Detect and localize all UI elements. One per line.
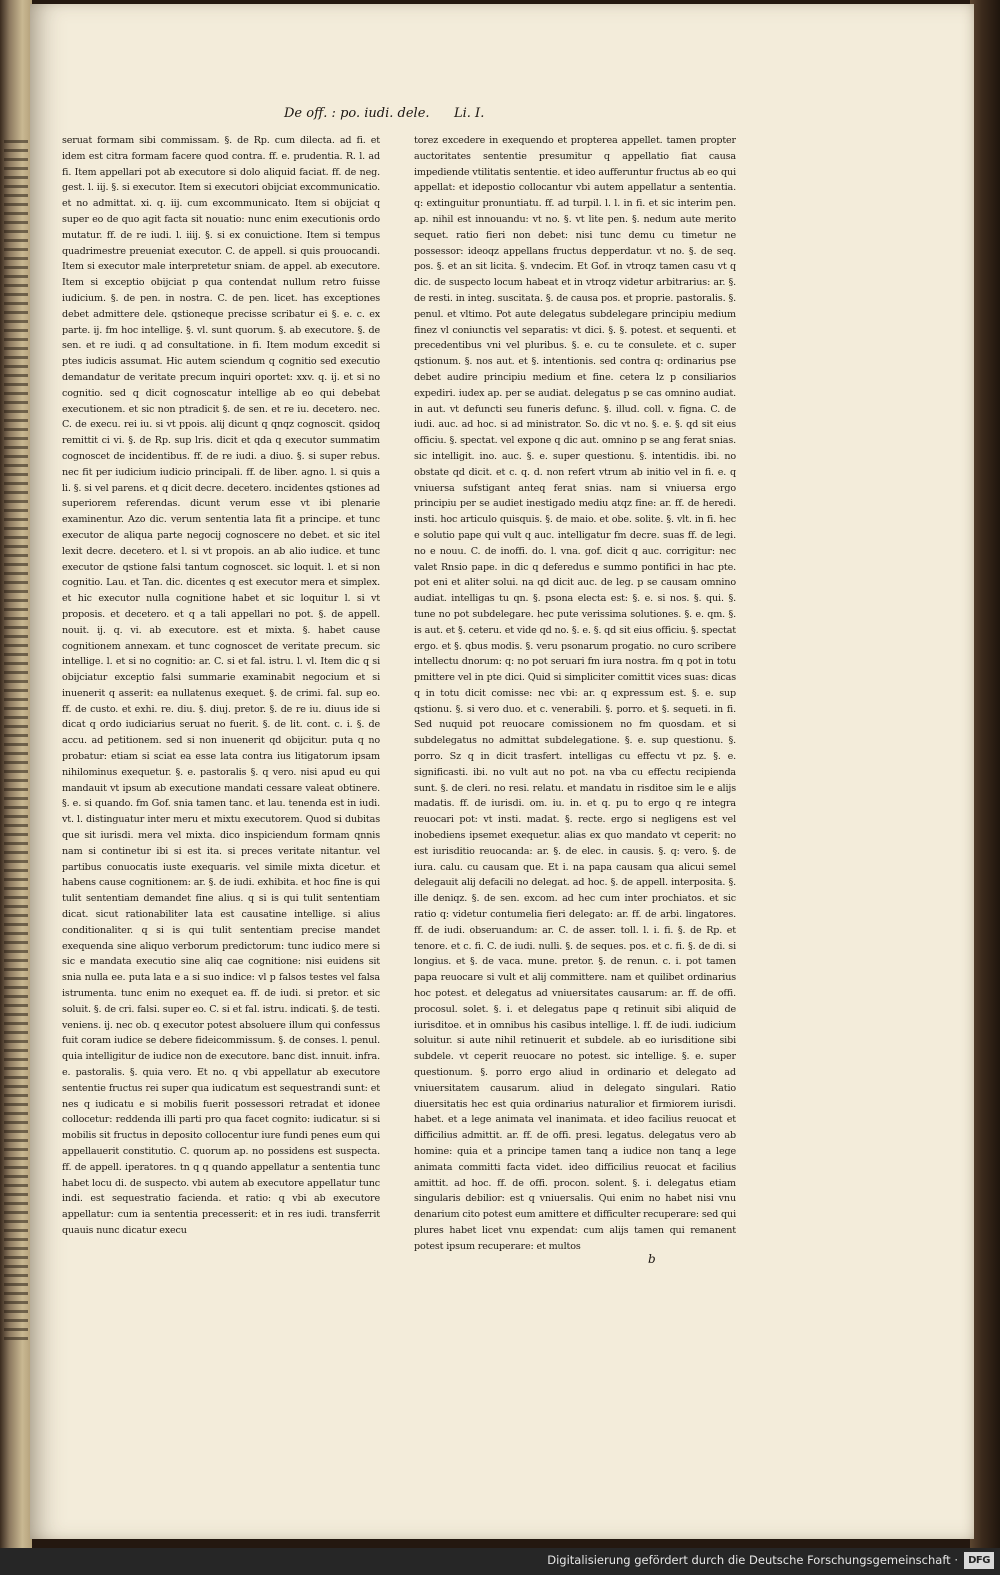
book-cover-edge (970, 0, 1000, 1575)
text-column-left (62, 133, 380, 1243)
running-head: De off. : po. iudi. dele. (284, 106, 430, 121)
page-header (284, 106, 564, 130)
left-page-text-strip (4, 140, 28, 1340)
footer-credit: Digitalisierung gefördert durch die Deutsche Forschungsgemeinschaft · (547, 1553, 958, 1567)
text-column-right (414, 133, 736, 1263)
right-column-text: torez excedere in exequendo et propterea appellet. tamen propter auctoritates sententie presumitur q appellatio fiat causa impediende vtilitatis sententie. et ideo aufferuntur fructus ab eo qui appellat: et idepostio collocantur vbi autem appellatur a sententia. q: extinguitur pronuntiatu. ff. ad turpil. l. l. in fi. et sic interim pen. ap. nihil est innouandu: vt no. §. vt lite pen. §. nedum aute merito sequet. ratio fieri non debet: nisi tunc demu cu timetur ne possessor: ideoqz appellans fructus depperdatur. vt no. §. de seq. pos. §. et an sit licita. §. vndecim. Et Gof. in vtroqz tamen casu vt q dic. de suspecto locum habeat et in vtroqz videtur arbitrarius: ar. §. de resti. in integ. suscitata. §. de causa pos. et proprie. pastoralis. §. penul. et vltimo. Pot aute delegatus subdelegare principiu medium finez vl coniunctis vel separatis: vt dici. §. §. potest. et sequenti. et precedentibus vni vel pluribus. §. e. cu te consulete. et c. super qstionum. §. nos aut. et §. intentionis. sed contra q: ordinarius pse debet audire principiu medium et fine. cetera lz p consiliarios expediri. iudex ap. per se audiat. delegatus p se cas omnino audiat. in aut. vt defuncti seu funeris defunc. §. illud. coll. v. figna. C. de iudi. auc. ad hoc. si ad ministrator. So. dic vt no. §. e. §. qd sit eius officiu. §. spectat. vel expone q dic aut. omnino p se ang ferat snias. sic intelligit. ino. auc. §. e. super questionu. §. intentidis. ibi. no obstate qd dicit. et c. q. d. non refert vtrum ab initio vel in fi. e. q vniuersa sufstigant anteq ferat snias. nam si vniuersa ergo principiu per se audiet inestigado mediu atqz fine: ar. ff. de heredi. insti. hoc articulo quisquis. §. de maio. et obe. solite. §. vlt. in fi. hec e solutio pape qui vult q auc. intelligatur fm decre. suas ff. de legi. no e nouu. C. de inoffi. do. l. vna. gof. dicit q auc. corrigitur: nec valet Rnsio pape. in dic q deferedus e summo pontifici in hac pte. pot eni et aliter solui. na qd dicit auc. de leg. p se causam omnino audiat. intelligas tu qn. §. psona electa est: §. e. si nos. §. qui. §. tune no pot subdelegare. hec pute verissima solutiones. §. e. qm. §. is aut. et §. ceteru. et vide qd no. §. e. §. qd sit eius officiu. §. spectat ergo. et §. qbus modis. §. veru psonarum progatio. no curo scribere intellectu dnorum: q: no pot seruari fm iura nostra. fm q pot in totu pmittere vel in pte dici. Quid si simpliciter comittit vices suas: dicas q in totu dicit comisse: nec vbi: ar. q expressum est. §. e. sup qstionu. §. si vero duo. et c. venerabili. §. porro. et §. sequeti. in fi. Sed nuquid pot reuocare comissionem no fm quosdam. et si subdelegatus no admittat subdelegatione. §. e. sup questionu. §. porro. Sz q in dicit trasfert. intelligas cu effectu vt pz. §. e. significasti. ibi. no vult aut no pot. na vba cu effectu recipienda sunt. §. de cleri. no resi. relatu. et mandatu in risditoe sim le e alijs madatis. ff. de iurisdi. om. iu. in. et q. pu to ergo q re integra reuocari pot: vt insti. madat. §. recte. ergo si negligens est vel inobediens ipsemet exequetur. alias ex quo mandato vt ceperit: no est iurisditio reuocanda: ar. §. de elec. in causis. §. q: vero. §. de iura. calu. cu causam que. Et i. na papa causam qua alicui semel delegauit alij defacili no delegat. ad hoc. §. de appell. interposita. §. ille deniqz. §. de sen. excom. ad hec cum inter prochiatos. et sic ratio q: videtur contumelia fieri delegato: ar. ff. de arbi. lingatores. ff. de iudi. obseruandum: ar. C. de asser. toll. l. i. fi. §. de Rp. et tenore. et c. fi. C. de iudi. nulli. §. de seques. pos. et c. fi. §. de di. si longius. et §. de vaca. mune. pretor. §. de renun. c. i. pot tamen papa reuocare si vult et alij committere. nam et quilibet ordinarius hoc potest. et delegatus ad vniuersitates causarum: ar. ff. de offi. procosul. solet. §. i. et delegatus pape q retinuit sibi aliquid de iurisditoe. et in omnibus his casibus intellige. l. ff. de iudi. iudicium soluitur. si aute nihil retinuerit et subdele. ab eo iurisditione sibi subdele. vt ceperit reuocare no potest. sic intellige. §. e. super questionum. §. porro ergo aliud in ordinario et delegato ad vniuersitatem causarum. aliud in delegato singulari. Ratio diuersitatis hec est quia ordinarius naturalior et firmiorem iurisdi. habet. et a lege animata vel inanimata. et ideo facilius reuocat et difficilius admittit. ar. ff. de offi. presi. legatus. delegatus vero ab homine: quia et a principe tamen tanq a iudice non tanq a lege animata committi facta videt. ideo difficilius reuocat et facilius amittit. ad hoc. ff. de offi. procon. solent. §. i. delegatus etiam singularis debilior: est q vniuersalis. Qui enim no habet nisi vnu denarium cito potest eum amittere et difficulter recuperare: sed qui plures habet licet vnu expendat: cum alijs tamen qui remanent potest ipsum recuperare: et multos (414, 135, 736, 1252)
left-page-edge (0, 0, 32, 1575)
left-column-text: seruat formam sibi commissam. §. de Rp. cum dilecta. ad fi. et idem est citra formam facere quod contra. ff. e. prudentia. R. l. ad fi. Item appellari pot ab executore si dolo aliquid faciat. ff. de neg. gest. l. iij. §. si executor. Item si executori obijciat excommunicatio. et no admittat. xi. q. iij. cum excommunicato. Item si obijciat q super eo de quo agit facta sit nouatio: nunc enim executionis ordo mutatur. ff. de re iudi. l. iiij. §. si ex conuictione. Item si tempus quadrimestre preueniat executor. C. de appell. si quis prouocandi. Item si executor male interpretetur sniam. de appel. ab executore. Item si exceptio obijciat p qua contendat nullum retro fuisse iudicium. §. de pen. in nostra. C. de pen. licet. has exceptiones debet admittere dele. qstioneque precisse scribatur ei §. e. c. ex parte. ij. fm hoc intellige. §. vl. sunt quorum. §. ab executore. §. de sen. et re iudi. q ad consultatione. in fi. Item modum excedit si ptes iudicis assumat. Hic autem sciendum q cognitio sed executio demandatur de veritate precum inquiri oportet: xxv. q. ij. et si no cognitio. sed q dicit cognoscatur intellige ab eo qui debebat executionem. et sic non ptradicit §. de sen. et re iu. decetero. nec. C. de execu. rei iu. si vt ppois. alij dicunt q qnqz cognoscit. qsidoq remittit ci vi. §. de Rp. sup lris. dicit et qda q executor summatim cognoscet de incidentibus. ff. de re iudi. a diuo. §. si super rebus. nec fit per iudicium iudicio principali. ff. de liber. agno. l. si quis a li. §. si vel parens. et q dicit decre. decetero. incidentes qstiones ad superiorem referendas. dicunt verum esse vt ibi plenarie examinentur. Azo dic. verum sententia lata fit a principe. et tunc executor de aliqua parte negocij cognoscere no debet. et sic itel lexit decre. decetero. et l. si vt propois. an ab alio iudice. et tunc executor de qstione falsi tantum cognoscet. sic loquit. l. et si non cognitio. Lau. et Tan. dic. dicentes q est executor mera et simplex. et hic executor nulla cognitione habet et sic loquitur l. si vt proposis. et decetero. et q a tali appellari no pot. §. de appell. nouit. ij. q. vi. ab executore. est et mixta. §. habet cause cognitionem annexam. et tunc cognoscet de veritate precum. sic intellige. l. et si no cognitio: ar. C. si et fal. istru. l. vl. Item dic q si obijciatur exceptio falsi summarie examinabit negocium et si inuenerit q asserit: ea nullatenus exequet. §. de crimi. fal. sup eo. ff. de custo. et exhi. re. diu. §. diuj. pretor. §. de re iu. diuus ide si dicat q ordo iudiciarius seruat no fuerit. §. de lit. cont. c. i. §. de accu. ad petitionem. sed si non inuenerit qd obijcitur. puta q no probatur: etiam si sciat ea esse lata contra ius litigatorum ipsam nihilominus exequetur. §. e. pastoralis §. q vero. nisi apud eu qui mandauit vt ipsum ab executione mandati cessare valeat obtinere. §. e. si quando. fm Gof. snia tamen tanc. et lau. tenenda est in iudi. vt. l. distinguatur inter meru et mixtu executorem. Quod si dubitas que sit iurisdi. mera vel mixta. dico inspiciendum formam qnnis nam si continetur ibi si est ita. si preces veritate nitantur. vel partibus conuocatis iuste exequaris. vel simile mixta dicetur. et habens cause cognitionem: ar. §. de iudi. exhibita. et hoc fine is qui tulit sententiam demandet fine alius. q si is qui tulit sententiam dicat. sicut rationabiliter lata est causatine intellige. si alius conditionaliter. q si is qui tulit sententiam precise mandet exequenda sine aliquo verborum predictorum: tunc iudico mere si sic e mandata executio sine aliq cae cognitione: nisi euidens sit snia nulla ee. puta lata e a si suo indice: vl p falsos testes vel falsa istrumenta. tunc enim no exequet ea. ff. de iudi. si pretor. et sic soluit. §. de cri. falsi. super eo. C. si et fal. istru. indicati. §. de testi. veniens. ij. nec ob. q executor potest absoluere illum qui confessus fuit coram iudice se debere fideicommissum. §. de conses. l. penul. quia intelligitur de iudice non de executore. banc dist. innuit. infra. e. pastoralis. §. quia vero. Et no. q vbi appellatur ab executore sententie fructus rei super qua iudicatum est sequestrandi sunt: et nes q iudicatu e si mobilis fuerit possessori retradat et idonee collocetur: reddenda illi parti pro qua facet cognito: iudicatur. si si mobilis sit fructus in deposito collocentur iure fundi penes eum qui appellauerit constitutio. C. quorum ap. no possidens est suspecta. ff. de appell. iperatores. tn q q quando appellatur a sententia tunc habet locu di. de suspecto. vbi autem ab executore appellatur tunc indi. est sequestratio facienda. et ratio: q vbi ab executore appellatur: cum ia sententia precesserit: et in res iudi. transferrit quauis nunc dicatur execu (62, 135, 380, 1236)
folio-number: Li. I. (454, 106, 485, 121)
dfg-logo-icon: DFG (964, 1552, 994, 1569)
signature-mark: b (648, 1252, 656, 1266)
